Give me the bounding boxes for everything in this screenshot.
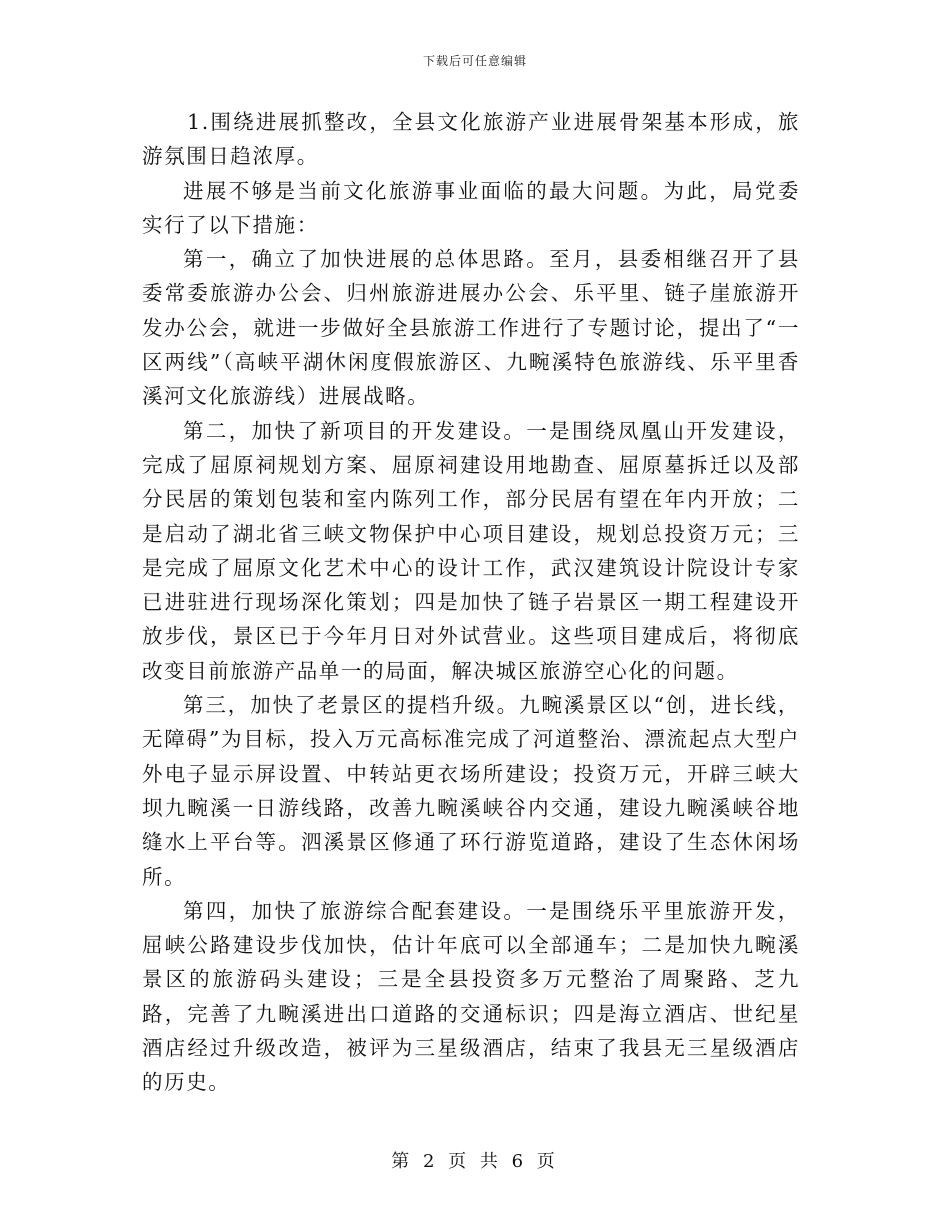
document-body	[142, 105, 800, 1100]
page-number-footer: 第 2 页 共 6 页	[391, 1151, 559, 1172]
paragraph-third-measure: 第三，加快了老景区的提档升级。九畹溪景区以“创，进长线，无障碍”为目标，投入万元高标准完成了河道整治、漂流起点大型户外电子显示屏设置、中转站更衣场所建设；投资万元，开辟三峡大坝九畹溪一日游线路，改善九畹溪峡谷内交通，建设九畹溪峡谷地缝水上平台等。泗溪景区修通了环行游览道路，建设了生态休闲场所。	[142, 693, 800, 889]
paragraph-intro: 进展不够是当前文化旅游事业面临的最大问题。为此，局党委实行了以下措施：	[142, 178, 800, 237]
paragraph-second-measure: 第二，加快了新项目的开发建设。一是围绕凤凰山开发建设，完成了屈原祠规划方案、屈原祠建设用地勘查、屈原墓拆迁以及部分民居的策划包装和室内陈列工作，部分民居有望在年内开放；二是启动了湖北省三峡文物保护中心项目建设，规划总投资万元；三是完成了屈原文化艺术中心的设计工作，武汉建筑设计院设计专家已进驻进行现场深化策划；四是加快了链子岩景区一期工程建设开放步伐，景区已于今年月日对外试营业。这些项目建成后，将彻底改变目前旅游产品单一的局面，解决城区旅游空心化的问题。	[142, 418, 800, 683]
paragraph-section-title: 1.围绕进展抓整改，全县文化旅游产业进展骨架基本形成，旅游氛围日趋浓厚。	[142, 110, 800, 169]
paragraph-first-measure: 第一，确立了加快进展的总体思路。至月，县委相继召开了县委常委旅游办公会、归州旅游进展办公会、乐平里、链子崖旅游开发办公会，就进一步做好全县旅游工作进行了专题讨论，提出了“一区两线”（高峡平湖休闲度假旅游区、九畹溪特色旅游线、乐平里香溪河文化旅游线）进展战略。	[142, 247, 800, 409]
page-header-note: 下载后可任意编辑	[422, 54, 527, 68]
paragraph-fourth-measure: 第四，加快了旅游综合配套建设。一是围绕乐平里旅游开发，屈峡公路建设步伐加快，估计年底可以全部通车；二是加快九畹溪景区的旅游码头建设；三是全县投资多万元整治了周聚路、芝九路，完善了九畹溪进出口道路的交通标识；四是海立酒店、世纪星酒店经过升级改造，被评为三星级酒店，结束了我县无三星级酒店的历史。	[142, 898, 800, 1095]
